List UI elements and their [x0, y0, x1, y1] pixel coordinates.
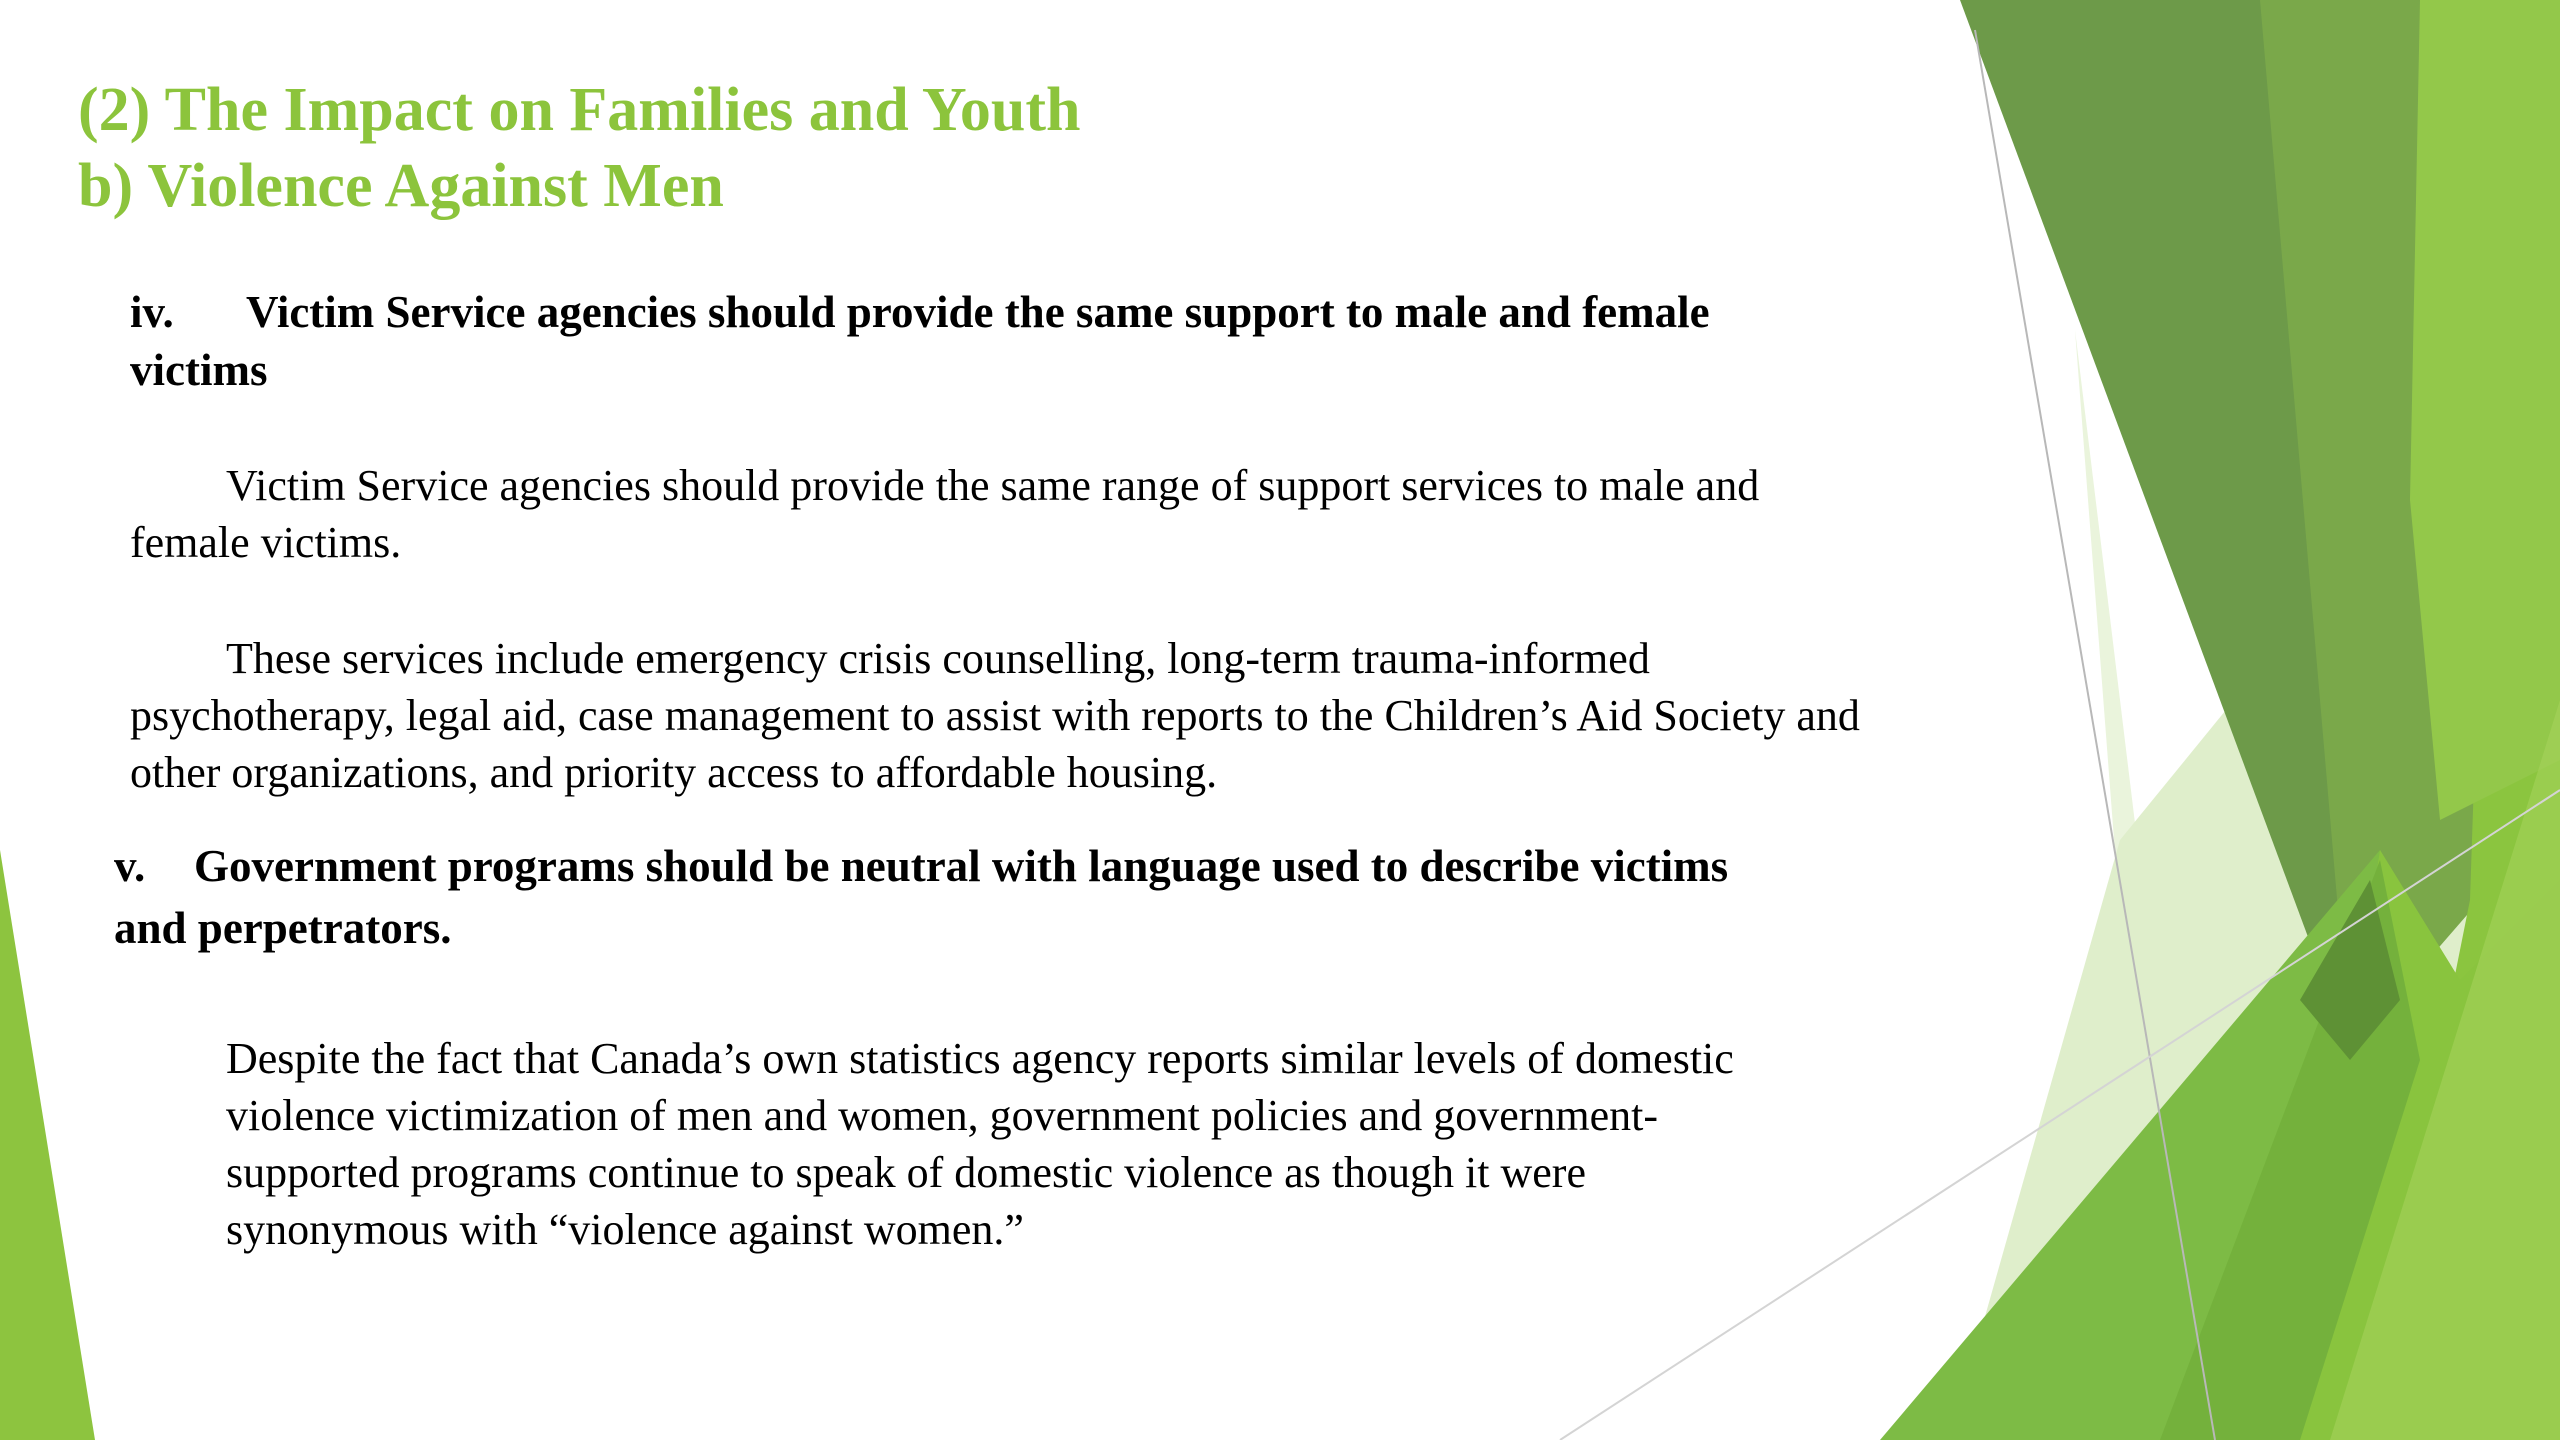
section-iv-paragraph-1: Victim Service agencies should provide the same range of support services to male and female victims. — [130, 461, 1760, 567]
section-iv-heading-text: Victim Service agencies should provide the same support to male and female victims — [130, 287, 1710, 395]
section-v-marker: v. — [114, 841, 146, 891]
section-v-heading-text: Government programs should be neutral with language used to describe victims and perpetrators. — [114, 841, 1729, 953]
section-iv-heading — [130, 283, 1850, 399]
slide-title-line-2: b) Violence Against Men — [78, 152, 724, 220]
section-v-heading — [114, 835, 1774, 959]
section-iv-marker: iv. — [130, 287, 174, 337]
slide-title — [78, 72, 1578, 224]
section-iv-paragraph-2: These services include emergency crisis counselling, long-term trauma-informed psychotherapy, legal aid, case management to assist with reports to the Children’s Aid Society and other organizations, and priority access to affordable housing. — [130, 634, 1860, 797]
section-v-paragraph-1: Despite the fact that Canada’s own statistics agency reports similar levels of domestic violence victimization of men and women, government policies and government-supported programs continue to speak of domestic violence as though it were synonymous with “violence against women.” — [226, 1034, 1734, 1254]
left-edge-sliver — [0, 850, 95, 1440]
right-light-facet — [2410, 0, 2560, 820]
slide-title-line-1: (2) The Impact on Families and Youth — [78, 76, 1081, 144]
